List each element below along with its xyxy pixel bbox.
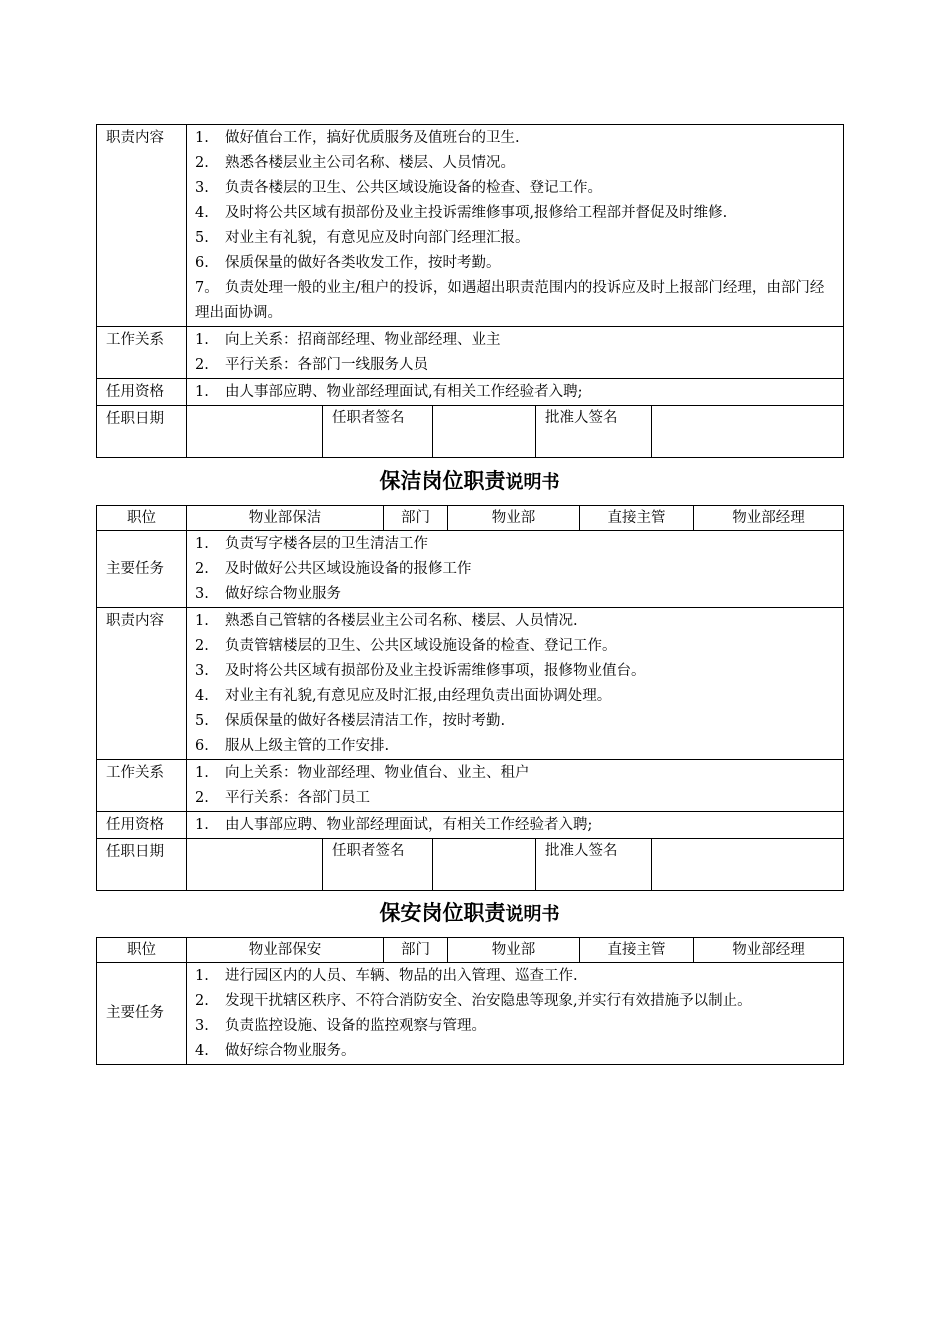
title-main: 保洁岗位职责 — [379, 468, 506, 493]
item-text: 向上关系：物业部经理、物业值台、业主、租户 — [225, 765, 530, 781]
list-item — [195, 201, 837, 226]
table-cleaning — [96, 505, 844, 531]
list-item — [195, 328, 837, 353]
row-header — [97, 938, 844, 963]
item-number: 1. — [195, 817, 209, 833]
item-list — [187, 760, 844, 812]
row-header — [97, 506, 844, 531]
item-number: 3. — [195, 663, 209, 679]
item-number: 2. — [195, 993, 209, 1009]
approver-label: 批准人签名 — [536, 406, 652, 458]
item-text: 对业主有礼貌，有意见应及时向部门经理汇报。 — [225, 230, 530, 246]
dept-value: 物业部 — [448, 506, 580, 531]
row-label: 主要任务 — [97, 531, 187, 608]
item-text: 服从上级主管的工作安排. — [225, 738, 390, 754]
section-title-security — [96, 897, 843, 930]
supervisor-label: 直接主管 — [580, 506, 694, 531]
position-value: 物业部保洁 — [187, 506, 384, 531]
item-number: 6. — [195, 738, 209, 754]
position-label: 职位 — [97, 938, 187, 963]
item-number: 2. — [195, 357, 209, 373]
approver-signature-field[interactable] — [652, 839, 844, 891]
date-field[interactable] — [187, 406, 323, 458]
item-text: 对业主有礼貌,有意见应及时汇报,由经理负责出面协调处理。 — [225, 688, 612, 704]
date-field[interactable] — [187, 839, 323, 891]
row-label: 职责内容 — [97, 608, 187, 760]
item-list — [187, 963, 844, 1065]
table-security — [96, 937, 844, 963]
item-number: 3. — [195, 1018, 209, 1034]
supervisor-label: 直接主管 — [580, 938, 694, 963]
item-number: 1. — [195, 968, 209, 984]
item-number: 2. — [195, 155, 209, 171]
item-text: 及时做好公共区域设施设备的报修工作 — [225, 561, 472, 577]
date-label: 任职日期 — [97, 839, 187, 891]
list-item — [195, 761, 837, 786]
item-number: 6. — [195, 255, 209, 271]
list-item — [195, 989, 837, 1014]
row-relations — [97, 760, 844, 812]
row-label: 工作关系 — [97, 760, 187, 812]
list-item — [195, 532, 837, 557]
item-number: 1. — [195, 765, 209, 781]
row-tasks — [97, 531, 844, 608]
table-section1 — [96, 124, 844, 458]
item-text: 负责各楼层的卫生、公共区域设施设备的检查、登记工作。 — [225, 180, 602, 196]
item-text: 负责监控设施、设备的监控观察与管理。 — [225, 1018, 486, 1034]
item-number: 4. — [195, 1043, 209, 1059]
item-number: 1. — [195, 130, 209, 146]
list-item — [195, 353, 837, 378]
item-text: 做好值台工作，搞好优质服务及值班台的卫生. — [225, 130, 520, 146]
holder-label: 任职者签名 — [323, 406, 433, 458]
list-item — [195, 813, 837, 838]
supervisor-value: 物业部经理 — [694, 506, 844, 531]
supervisor-value: 物业部经理 — [694, 938, 844, 963]
holder-signature-field[interactable] — [433, 406, 536, 458]
item-text: 平行关系：各部门员工 — [225, 790, 370, 806]
title-suffix: 说明书 — [505, 472, 560, 493]
row-label: 工作关系 — [97, 327, 187, 379]
row-duties — [97, 125, 844, 327]
list-item — [195, 276, 837, 326]
approver-label: 批准人签名 — [536, 839, 652, 891]
table-security-body — [96, 962, 844, 1065]
dept-value: 物业部 — [448, 938, 580, 963]
item-number: 4. — [195, 205, 209, 221]
item-text: 熟悉自己管辖的各楼层业主公司名称、楼层、人员情况. — [225, 613, 578, 629]
table-cleaning-body — [96, 530, 844, 891]
item-text: 及时将公共区域有损部份及业主投诉需维修事项,报修给工程部并督促及时维修. — [225, 205, 728, 221]
item-text: 负责处理一般的业主/租户的投诉，如遇超出职责范围内的投诉应及时上报部门经理，由部门经理出面协调。 — [195, 280, 825, 321]
list-item — [195, 557, 837, 582]
list-item — [195, 176, 837, 201]
item-number: 4. — [195, 688, 209, 704]
row-label: 职责内容 — [97, 125, 187, 327]
section-title-cleaning — [96, 465, 843, 498]
position-value: 物业部保安 — [187, 938, 384, 963]
item-text: 做好综合物业服务 — [225, 586, 341, 602]
item-number: 3. — [195, 586, 209, 602]
item-text: 由人事部应聘、物业部经理面试，有相关工作经验者入聘; — [225, 817, 593, 833]
item-number: 5. — [195, 713, 209, 729]
item-number: 2. — [195, 561, 209, 577]
list-item — [195, 659, 837, 684]
item-list — [187, 531, 844, 608]
item-number: 1. — [195, 613, 209, 629]
list-item — [195, 634, 837, 659]
item-list — [187, 812, 844, 839]
list-item — [195, 709, 837, 734]
title-suffix: 说明书 — [505, 904, 560, 925]
position-label: 职位 — [97, 506, 187, 531]
item-text: 向上关系：招商部经理、物业部经理、业主 — [225, 332, 501, 348]
row-signature — [97, 406, 844, 458]
row-label: 任用资格 — [97, 379, 187, 406]
dept-label: 部门 — [384, 506, 448, 531]
holder-label: 任职者签名 — [323, 839, 433, 891]
list-item — [195, 226, 837, 251]
list-item — [195, 609, 837, 634]
item-number: 5. — [195, 230, 209, 246]
item-text: 进行园区内的人员、车辆、物品的出入管理、巡查工作. — [225, 968, 578, 984]
list-item — [195, 380, 837, 405]
row-tasks — [97, 963, 844, 1065]
item-text: 平行关系：各部门一线服务人员 — [225, 357, 428, 373]
dept-label: 部门 — [384, 938, 448, 963]
item-text: 负责写字楼各层的卫生清洁工作 — [225, 536, 428, 552]
item-list — [187, 125, 844, 327]
item-text: 做好综合物业服务。 — [225, 1043, 356, 1059]
list-item — [195, 786, 837, 811]
row-relations — [97, 327, 844, 379]
holder-signature-field[interactable] — [433, 839, 536, 891]
approver-signature-field[interactable] — [652, 406, 844, 458]
list-item — [195, 684, 837, 709]
item-number: 3. — [195, 180, 209, 196]
item-number: 2. — [195, 638, 209, 654]
item-text: 负责管辖楼层的卫生、公共区域设施设备的检查、登记工作。 — [225, 638, 617, 654]
item-text: 熟悉各楼层业主公司名称、楼层、人员情况。 — [225, 155, 515, 171]
row-signature — [97, 839, 844, 891]
list-item — [195, 251, 837, 276]
list-item — [195, 1039, 837, 1064]
item-list — [187, 379, 844, 406]
row-label: 任用资格 — [97, 812, 187, 839]
list-item — [195, 582, 837, 607]
list-item — [195, 126, 837, 151]
item-list — [187, 608, 844, 760]
row-duties — [97, 608, 844, 760]
row-label: 主要任务 — [97, 963, 187, 1065]
item-number: 7。 — [195, 280, 219, 296]
item-list — [187, 327, 844, 379]
item-number: 2. — [195, 790, 209, 806]
date-label: 任职日期 — [97, 406, 187, 458]
list-item — [195, 151, 837, 176]
list-item — [195, 964, 837, 989]
title-main: 保安岗位职责 — [379, 900, 506, 925]
row-qualification — [97, 812, 844, 839]
item-number: 1. — [195, 332, 209, 348]
item-text: 由人事部应聘、物业部经理面试,有相关工作经验者入聘; — [225, 384, 583, 400]
list-item — [195, 1014, 837, 1039]
item-text: 保质保量的做好各类收发工作，按时考勤。 — [225, 255, 501, 271]
item-number: 1. — [195, 384, 209, 400]
item-text: 发现干扰辖区秩序、不符合消防安全、治安隐患等现象,并实行有效措施予以制止。 — [225, 993, 752, 1009]
list-item — [195, 734, 837, 759]
item-text: 及时将公共区域有损部份及业主投诉需维修事项，报修物业值台。 — [225, 663, 646, 679]
item-number: 1. — [195, 536, 209, 552]
item-text: 保质保量的做好各楼层清洁工作，按时考勤. — [225, 713, 506, 729]
row-qualification — [97, 379, 844, 406]
